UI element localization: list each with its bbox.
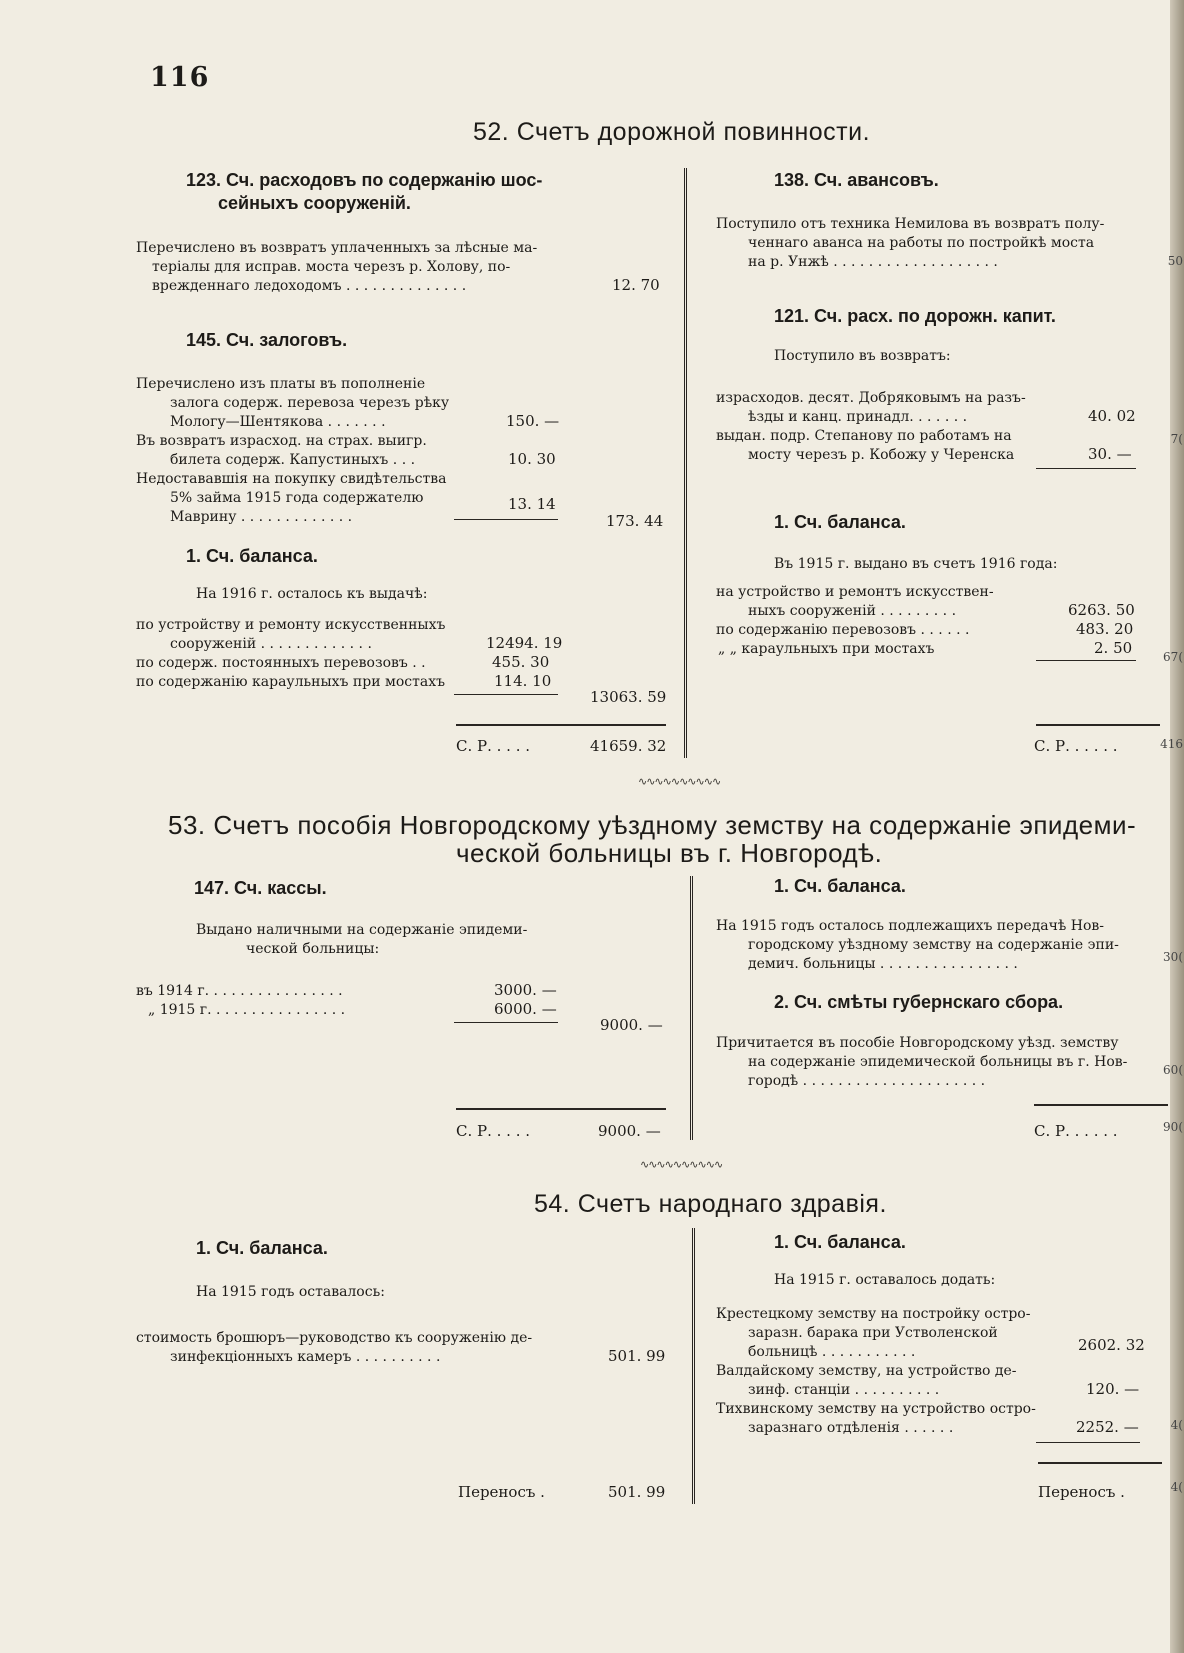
- sr-label: С. Р. . . . .: [456, 737, 531, 755]
- text-line: стоимость брошюръ—руководство къ сооруженію де-: [136, 1330, 533, 1346]
- text-line: теріалы для исправ. моста черезъ р. Холову, по-: [152, 259, 511, 275]
- text-line: на содержаніе эпидемической больницы въ г. Нов-: [748, 1054, 1128, 1070]
- total-rule: [1036, 724, 1160, 726]
- subtotal: 173. 44: [606, 512, 664, 530]
- subtotal: 9000. —: [600, 1016, 663, 1034]
- total-rule: [456, 1108, 666, 1110]
- amount: 10. 30: [508, 450, 556, 468]
- edge-fragment: 30(: [1163, 950, 1183, 964]
- carry-label: Переносъ .: [1038, 1483, 1125, 1501]
- text-line: ческой больницы:: [246, 941, 380, 957]
- page-edge: [1167, 0, 1184, 1653]
- text-line: по содержанію караульныхъ при мостахъ: [136, 674, 446, 690]
- amount: 6000. —: [494, 1000, 557, 1018]
- text-line: Валдайскому земству, на устройство де-: [716, 1363, 1017, 1379]
- amount: 114. 10: [494, 672, 552, 690]
- text-line: Маврину . . . . . . . . . . . . .: [170, 509, 353, 525]
- sr-label: С. Р. . . . .: [456, 1122, 531, 1140]
- text-line: израсходов. десят. Добряковымъ на разъ-: [716, 390, 1026, 406]
- text-line: врежденнаго ледоходомъ . . . . . . . . . . . . . .: [152, 278, 467, 294]
- amount: 2602. 32: [1078, 1336, 1145, 1354]
- text-line: Перечислено изъ платы въ пополненіе: [136, 376, 426, 392]
- column-divider: [692, 1228, 695, 1504]
- carry-label: Переносъ .: [458, 1483, 545, 1501]
- text-line: городѣ . . . . . . . . . . . . . . . . . . . . .: [748, 1073, 986, 1089]
- column-divider: [684, 168, 687, 758]
- edge-fragment: 7(: [1170, 432, 1183, 446]
- edge-fragment: 60(: [1163, 1063, 1183, 1077]
- amount: 3000. —: [494, 981, 557, 999]
- text-line: на устройство и ремонтъ искусствен-: [716, 584, 994, 600]
- section-54-title: 54. Счетъ народнаго здравія.: [534, 1190, 887, 1218]
- text-line: Въ возвратъ израсход. на страх. выигр.: [136, 433, 427, 449]
- text-line: Мологу—Шентякова . . . . . . .: [170, 414, 386, 430]
- text-line: Въ 1915 г. выдано въ счетъ 1916 года:: [774, 556, 1058, 572]
- sum-rule: [454, 1022, 558, 1023]
- text-line: демич. больницы . . . . . . . . . . . . . . . .: [748, 956, 1018, 972]
- total-rule: [1038, 1462, 1162, 1464]
- text-line: ѣзды и канц. принадл. . . . . . .: [748, 409, 968, 425]
- text-line: На 1915 годъ осталось подлежащихъ передачѣ Нов-: [716, 918, 1105, 934]
- edge-fragment: 67(: [1163, 650, 1183, 664]
- text-line: по содерж. постоянныхъ перевозовъ . .: [136, 655, 426, 671]
- amount: 6263. 50: [1068, 601, 1135, 619]
- text-line: Недостававшія на покупку свидѣтельства: [136, 471, 447, 487]
- edge-fragment: 50: [1167, 254, 1183, 268]
- edge-fragment: 416: [1160, 737, 1183, 751]
- text-line: ныхъ сооруженій . . . . . . . . .: [748, 603, 957, 619]
- sum-rule: [454, 519, 558, 520]
- column-divider: [690, 876, 693, 1140]
- text-line: билета содерж. Капустиныхъ . . .: [170, 452, 416, 468]
- text-line: зинф. станціи . . . . . . . . . .: [748, 1382, 940, 1398]
- text-line: ченнаго аванса на работы по постройкѣ моста: [748, 235, 1095, 251]
- text-line: „ „ караульныхъ при мостахъ: [718, 641, 935, 657]
- text-line: Тихвинскому земству на устройство остро-: [716, 1401, 1036, 1417]
- text-line: На 1915 г. оставалось додать:: [774, 1272, 996, 1288]
- total-rule: [1034, 1104, 1168, 1106]
- amount: 12. 70: [612, 276, 660, 294]
- sr-total: 41659. 32: [590, 737, 667, 755]
- text-line: 5% займа 1915 года содержателю: [170, 490, 424, 506]
- account-123-heading-cont: сейныхъ сооруженій.: [218, 193, 411, 213]
- page-number: 116: [150, 62, 210, 93]
- sr-label: С. Р. . . . . .: [1034, 1122, 1118, 1140]
- amount: 2. 50: [1094, 639, 1133, 657]
- text-line: заразнаго отдѣленія . . . . . .: [748, 1420, 954, 1436]
- text-line: въ 1914 г. . . . . . . . . . . . . . . .: [136, 983, 343, 999]
- section-52-title: 52. Счетъ дорожной повинности.: [473, 118, 871, 146]
- amount: 2252. —: [1076, 1418, 1139, 1436]
- text-line: На 1916 г. осталось къ выдачѣ:: [196, 586, 428, 602]
- text-line: заразн. барака при Устволенской: [748, 1325, 998, 1341]
- text-line: На 1915 годъ оставалось:: [196, 1284, 385, 1300]
- account-121-heading: 121. Сч. расх. по дорожн. капит.: [774, 306, 1056, 326]
- account-145-heading: 145. Сч. залоговъ.: [186, 330, 348, 350]
- subtotal: 13063. 59: [590, 688, 667, 706]
- text-line: выдан. подр. Степанову по работамъ на: [716, 428, 1012, 444]
- amount: 30. —: [1088, 445, 1132, 463]
- balance-heading: 1. Сч. баланса.: [196, 1238, 328, 1258]
- text-line: Причитается въ пособіе Новгородскому уѣзд. земству: [716, 1035, 1119, 1051]
- sr-label: С. Р. . . . . .: [1034, 737, 1118, 755]
- balance-heading: 1. Сч. баланса.: [186, 546, 318, 566]
- balance-heading: 1. Сч. баланса.: [774, 876, 906, 896]
- amount: 501. 99: [608, 1347, 666, 1365]
- amount: 483. 20: [1076, 620, 1134, 638]
- text-line: Поступило въ возвратъ:: [774, 348, 951, 364]
- text-line: Перечислено въ возвратъ уплаченныхъ за лѣсные ма-: [136, 240, 538, 256]
- amount: 12494. 19: [486, 634, 563, 652]
- balance-heading: 1. Сч. баланса.: [774, 1232, 906, 1252]
- text-line: мосту черезъ р. Кобожу у Черенска: [748, 447, 1015, 463]
- text-line: залога содерж. перевоза черезъ рѣку: [170, 395, 450, 411]
- sum-rule: [454, 694, 558, 695]
- edge-fragment: 4(: [1170, 1480, 1183, 1494]
- account-147-heading: 147. Сч. кассы.: [194, 878, 327, 898]
- text-line: по содержанію перевозовъ . . . . . .: [716, 622, 970, 638]
- text-line: зинфекціонныхъ камеръ . . . . . . . . . .: [170, 1349, 441, 1365]
- edge-fragment: 90(: [1163, 1120, 1183, 1134]
- text-line: Выдано наличными на содержаніе эпидеми-: [196, 922, 528, 938]
- amount: 120. —: [1086, 1380, 1140, 1398]
- text-line: Поступило отъ техника Немилова въ возвратъ полу-: [716, 216, 1105, 232]
- text-line: на р. Унжѣ . . . . . . . . . . . . . . . . . . .: [748, 254, 998, 270]
- text-line: Крестецкому земству на постройку остро-: [716, 1306, 1031, 1322]
- edge-fragment: 4(: [1170, 1418, 1183, 1432]
- text-line: городскому уѣздному земству на содержаніе эпи-: [748, 937, 1119, 953]
- section-ornament: ∿∿∿∿∿∿∿∿∿∿: [640, 1158, 723, 1171]
- text-line: по устройству и ремонту искусственныхъ: [136, 617, 446, 633]
- account-138-heading: 138. Сч. авансовъ.: [774, 170, 939, 190]
- total-rule: [456, 724, 666, 726]
- carry-total: 501. 99: [608, 1483, 666, 1501]
- budget-heading: 2. Сч. смѣты губернскаго сбора.: [774, 992, 1064, 1012]
- section-53-title: 53. Счетъ пособія Новгородскому уѣздному земству на содержаніе эпидеми-: [168, 810, 1137, 840]
- account-123-heading: 123. Сч. расходовъ по содержанію шос-: [186, 170, 543, 190]
- section-ornament: ∿∿∿∿∿∿∿∿∿∿: [638, 775, 721, 788]
- amount: 150. —: [506, 412, 560, 430]
- balance-heading: 1. Сч. баланса.: [774, 512, 906, 532]
- text-line: больницѣ . . . . . . . . . . .: [748, 1344, 916, 1360]
- text-line: „ 1915 г. . . . . . . . . . . . . . . .: [148, 1002, 346, 1018]
- text-line: сооруженій . . . . . . . . . . . . .: [170, 636, 372, 652]
- sum-rule: [1036, 468, 1136, 469]
- amount: 455. 30: [492, 653, 550, 671]
- amount: 13. 14: [508, 495, 556, 513]
- sr-total: 9000. —: [598, 1122, 661, 1140]
- sum-rule: [1036, 1442, 1140, 1443]
- amount: 40. 02: [1088, 407, 1136, 425]
- sum-rule: [1036, 660, 1136, 661]
- section-53-title-cont: ческой больницы въ г. Новгородѣ.: [456, 838, 883, 868]
